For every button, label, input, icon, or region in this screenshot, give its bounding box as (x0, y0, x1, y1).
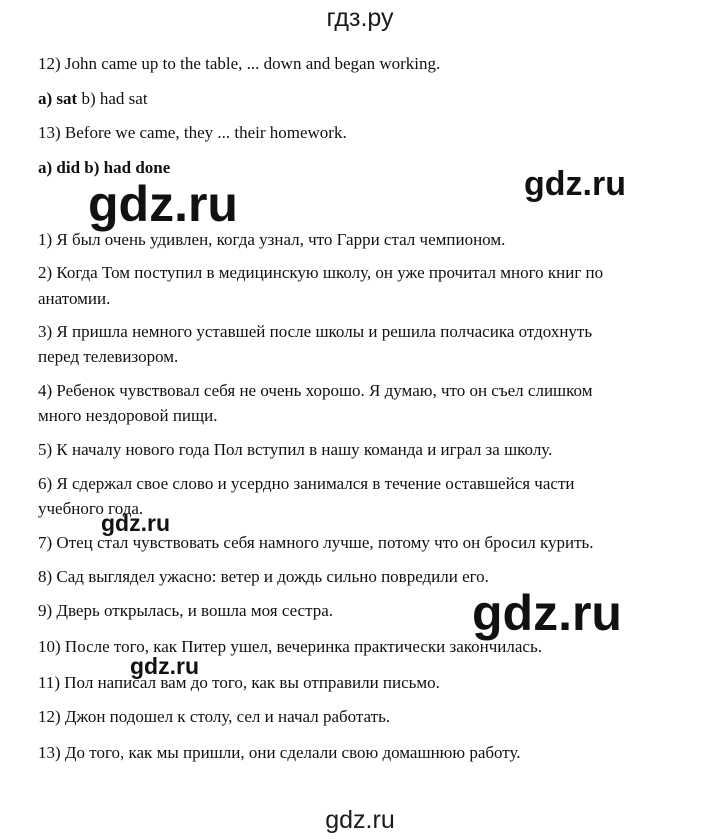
translation-6-line-2: учебного года. (38, 499, 144, 518)
answer-choice-b: b) had sat (77, 89, 148, 108)
translation-3-line-1: 3) Я пришла немного уставшей после школы и решила полчасика отдохнуть (38, 322, 593, 341)
translation-8: 8) Сад выглядел ужасно: ветер и дождь сильно повредили его. (38, 567, 489, 586)
site-header: гдз.ру (326, 4, 394, 32)
translation-2-line-2: анатомии. (38, 289, 111, 308)
exercise-answer-12 (38, 86, 688, 112)
watermark-large-right: gdz.ru (472, 585, 622, 641)
translation-4-line-1: 4) Ребенок чувствовал себя не очень хорошо. Я думаю, что он съел слишком (38, 381, 593, 400)
translation-4-line-2: много нездоровой пищи. (38, 406, 218, 425)
translation-2-line-1: 2) Когда Том поступил в медицинскую школу, он уже прочитал много книг по (38, 263, 604, 282)
translation-11: 11) Пол написал вам до того, как вы отправили письмо. (38, 673, 440, 692)
translation-6-line-1: 6) Я сдержал свое слово и усердно занимался в течение оставшейся части (38, 474, 575, 493)
translation-3-line-2: перед телевизором. (38, 347, 179, 366)
watermark-small-middle: gdz.ru (130, 653, 199, 679)
translation-12: 12) Джон подошел к столу, сел и начал работать. (38, 707, 391, 726)
exercise-answer-13: a) did b) had done (38, 158, 171, 177)
translation-5: 5) К началу нового года Пол вступил в нашу команда и играл за школу. (38, 440, 553, 459)
watermark-top-right: gdz.ru (524, 165, 626, 203)
translation-1: 1) Я был очень удивлен, когда узнал, что Гарри стал чемпионом. (38, 230, 506, 249)
translation-13: 13) До того, как мы пришли, они сделали свою домашнюю работу. (38, 743, 521, 762)
watermark-small-left: gdz.ru (101, 510, 170, 536)
exercise-question-12: 12) John came up to the table, ... down and began working. (38, 54, 441, 73)
exercise-question-13: 13) Before we came, they ... their homework. (38, 123, 347, 142)
translation-7: 7) Отец стал чувствовать себя намного лучше, потому что он бросил курить. (38, 533, 594, 552)
watermark-large: gdz.ru (88, 176, 238, 232)
answer-choice-a: a) sat (38, 89, 78, 108)
translation-10: 10) После того, как Питер ушел, вечеринка практически закончилась. (38, 637, 542, 656)
site-footer: gdz.ru (325, 806, 395, 834)
translation-9: 9) Дверь открылась, и вошла моя сестра. (38, 601, 334, 620)
